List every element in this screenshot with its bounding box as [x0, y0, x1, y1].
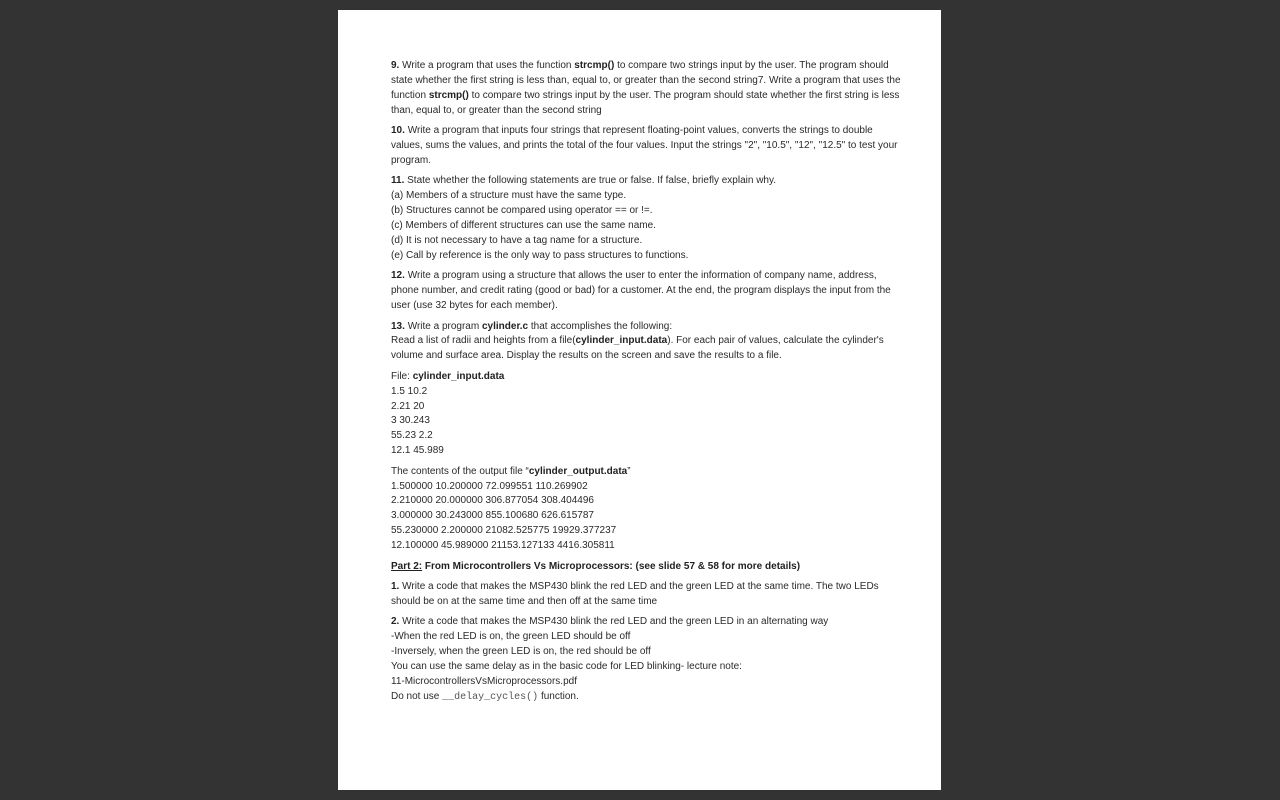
question-number: 10. [391, 125, 405, 137]
question-9: 9. Write a program that uses the function strcmp() to compare two strings input by the user. The program should state whether the first string is less than, equal to, or greater than the second string7. Write a program that uses the function strcmp() to compare two strings input by the user. The program should state whether the first string is less than, equal to, or greater than the second string [391, 60, 901, 116]
question-11: 11. State whether the following statements are true or false. If false, briefly explain why. (a) Members of a structure must have the same type. (b) Structures cannot be compared using operator == or !=. (c) Members of different structures can use the same name. (d) It is not necessary to have a tag name for a structure. (e) Call by reference is the only way to pass structures to functions. [391, 174, 901, 263]
statement-d: (d) It is not necessary to have a tag name for a structure. [391, 234, 643, 246]
output-line: 12.100000 45.989000 21153.127133 4416.305811 [391, 540, 615, 552]
document-page [338, 10, 941, 790]
document-content [391, 59, 901, 706]
input-line: 3 30.243 [391, 415, 430, 427]
question-number: 2. [391, 616, 400, 628]
question-13: 13. Write a program cylinder.c that accomplishes the following: Read a list of radii and heights from a file(cylinder_input.data). For each pair of values, calculate the cylinder's volume and surface area. Display the results on the screen and save the results to a file. File: cylinder_input.data 1.5 10.2 2.21 20 3 30.243 55.23 2.2 12.1 45.989 The contents of the output file “cylinder_output.data” 1.500000 10.200000 72.099551 110.269902 2.210000 20.000000 306.877054 308.404496 3.000000 30.243000 855.100680 626.615787 55.230000 2.200000 21082.525775 19929.377237 12.100000 45.989000 21153.127133 4416.305811 [391, 320, 901, 555]
output-line: 3.000000 30.243000 855.100680 626.615787 [391, 510, 594, 522]
question-number: 12. [391, 270, 405, 282]
statement-b: (b) Structures cannot be compared using operator == or !=. [391, 205, 653, 217]
question-number: 13. [391, 320, 405, 332]
output-line: 1.500000 10.200000 72.099551 110.269902 [391, 480, 588, 492]
output-line: 2.210000 20.000000 306.877054 308.404496 [391, 495, 594, 507]
statement-e: (e) Call by reference is the only way to pass structures to functions. [391, 249, 689, 261]
question-12: 12. Write a program using a structure that allows the user to enter the information of company name, address, phone number, and credit rating (good or bad) for a customer. At the end, the program displays the input from the user (use 32 bytes for each member). [391, 270, 891, 312]
statement-a: (a) Members of a structure must have the same type. [391, 190, 627, 202]
question-number: 11. [391, 175, 405, 187]
input-line: 2.21 20 [391, 400, 425, 412]
question-number: 1. [391, 581, 400, 592]
input-file-label: File: cylinder_input.data [391, 370, 505, 382]
question-10: 10. Write a program that inputs four strings that represent floating-point values, converts the strings to double values, sums the values, and prints the total of the four values. Input the strings "2", "10.5", "12", "12.5" to test your program. [391, 125, 898, 166]
input-line: 12.1 45.989 [391, 445, 444, 457]
input-line: 1.5 10.2 [391, 385, 428, 397]
statement-c: (c) Members of different structures can use the same name. [391, 220, 656, 232]
question-number: 9. [391, 60, 400, 71]
part-2-question-2: 2. Write a code that makes the MSP430 blink the red LED and the green LED in an alternating way -When the red LED is on, the green LED should be off -Inversely, when the green LED is on, the red should be off You can use the same delay as in the basic code for LED blinking- lecture note: 11-MicrocontrollersVsMicroprocessors.pdf Do not use __delay_cycles() function. [391, 616, 829, 703]
output-line: 55.230000 2.200000 21082.525775 19929.377237 [391, 525, 617, 537]
part-2-question-1: 1. Write a code that makes the MSP430 blink the red LED and the green LED at the same time. The two LEDs should be on at the same time and then off at the same time [391, 581, 879, 607]
delay-cycles-code: __delay_cycles() [442, 691, 539, 703]
output-file-label: The contents of the output file “cylinder_output.data” [391, 465, 631, 477]
input-line: 55.23 2.2 [391, 430, 433, 442]
part-2-heading: Part 2: From Microcontrollers Vs Microprocessors: (see slide 57 & 58 for more details) [391, 560, 801, 572]
